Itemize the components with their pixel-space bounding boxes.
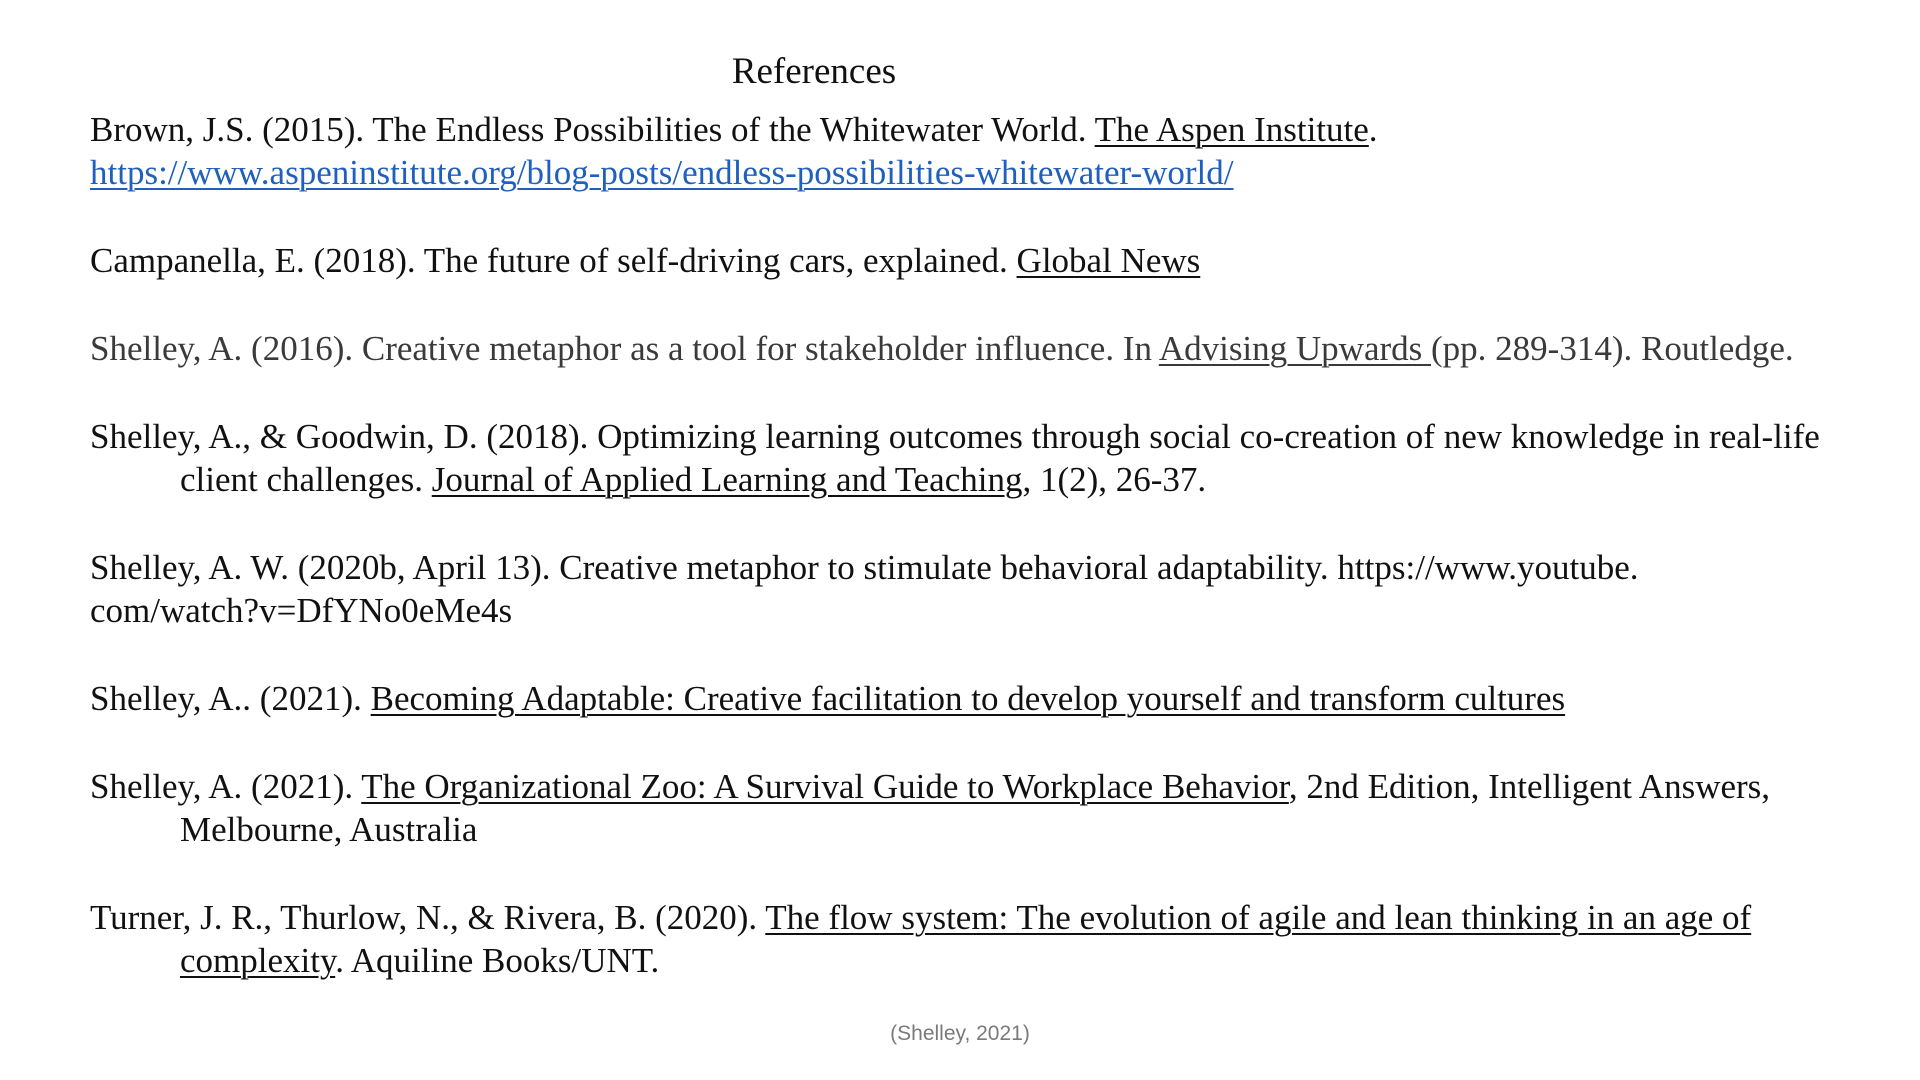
reference-text-end: , 1(2), 26-37.: [1022, 460, 1207, 499]
reference-text: Shelley, A. (2021).: [90, 767, 362, 806]
reference-item-shelley-goodwin-2018: [90, 415, 1900, 501]
reference-item-shelley-2021-zoo: [90, 765, 1900, 851]
reference-text: Campanella, E. (2018). The future of self-driving cars, explained.: [90, 241, 1017, 280]
reference-text-end: (pp. 289-314). Routledge.: [1431, 329, 1794, 368]
reference-item-shelley-2021-adaptable: [90, 677, 1900, 720]
reference-item-shelley-2020b: [90, 546, 1900, 632]
reference-item-campanella-2018: [90, 239, 1900, 282]
reference-item-turner-2020: [90, 896, 1900, 982]
reference-source: The Aspen Institute: [1094, 110, 1369, 149]
reference-text-line1: Shelley, A. W. (2020b, April 13). Creative metaphor to stimulate behavioral adaptability. https://www.youtube.: [90, 548, 1639, 587]
reference-source: Journal of Applied Learning and Teaching: [431, 460, 1023, 499]
reference-text-end: .: [1368, 110, 1378, 149]
slide-footer-citation: (Shelley, 2021): [890, 1022, 1030, 1045]
reference-item-shelley-2016: [90, 327, 1900, 370]
reference-item-brown-2015: [90, 108, 1900, 194]
reference-text: Brown, J.S. (2015). The Endless Possibilities of the Whitewater World.: [90, 110, 1095, 149]
reference-text-end: . Aquiline Books/UNT.: [335, 941, 660, 980]
reference-text-line2: com/watch?v=DfYNo0eMe4s: [90, 591, 513, 630]
reference-url-link[interactable]: https://www.aspeninstitute.org/blog-posts/endless-possibilities-whitewater-world/: [90, 153, 1234, 192]
reference-source: Becoming Adaptable: Creative facilitation to develop yourself and transform cultures: [370, 679, 1566, 718]
reference-text: Shelley, A. (2016). Creative metaphor as a tool for stakeholder influence. In: [90, 329, 1159, 368]
slide-title: References: [731, 51, 897, 92]
reference-text: Shelley, A., & Goodwin, D. (2018). Optimizing learning outcomes through social co-creation of new knowledge in real-life client challenges.: [90, 417, 1820, 499]
reference-source: Advising Upwards: [1158, 329, 1432, 368]
reference-text: Shelley, A.. (2021).: [90, 679, 371, 718]
reference-text-end: , 2nd Edition, Intelligent Answers, Melbourne, Australia: [180, 767, 1771, 849]
reference-text: Turner, J. R., Thurlow, N., & Rivera, B. (2020).: [90, 898, 766, 937]
reference-source: The Organizational Zoo: A Survival Guide to Workplace Behavior: [361, 767, 1289, 806]
reference-source: Global News: [1016, 241, 1201, 280]
reference-source: The flow system: The evolution of agile and lean thinking in an age of complexity: [180, 898, 1752, 980]
reference-list: [90, 108, 1900, 1027]
